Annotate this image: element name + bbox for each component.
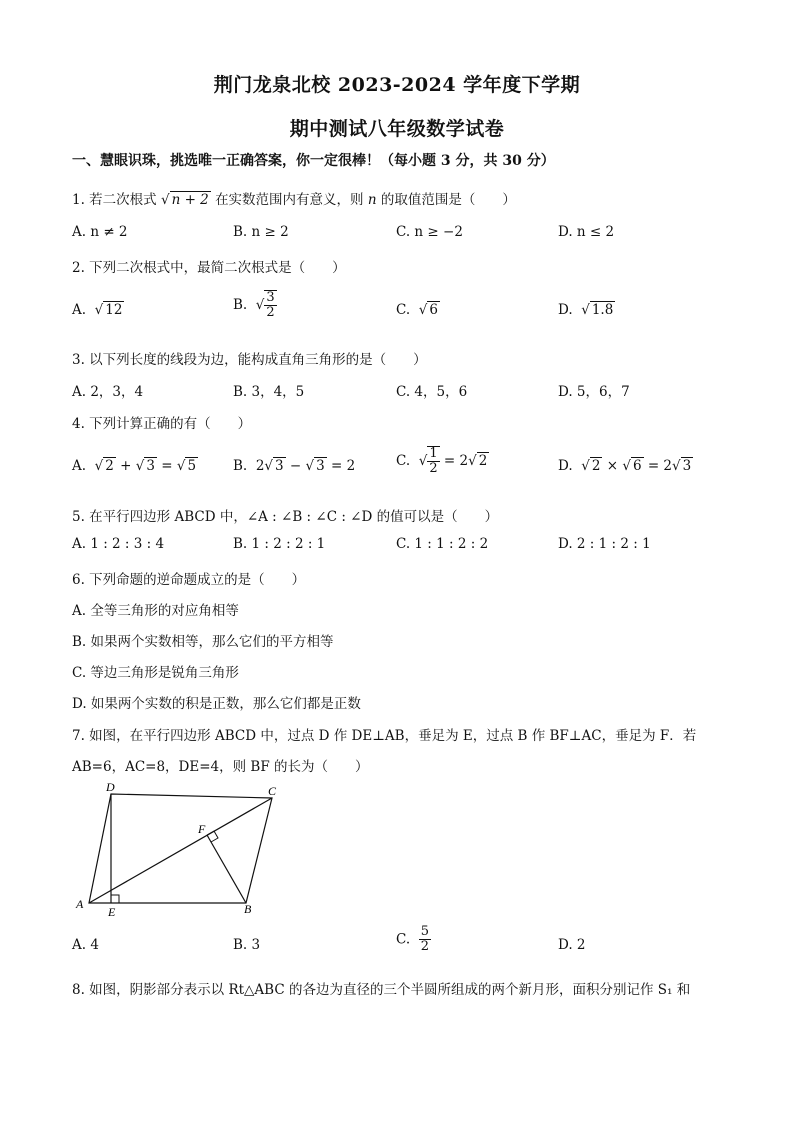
page-subtitle: 期中测试八年级数学试卷: [289, 118, 505, 140]
q5-option-b: B. 1 : 2 : 2 : 1: [233, 536, 326, 552]
q7-option-d: D. 2: [558, 937, 586, 953]
q5-option-d: D. 2 : 1 : 2 : 1: [558, 536, 651, 552]
q1-var: n: [367, 192, 377, 208]
q3-option-b: B. 3，4，5: [233, 384, 305, 400]
q2-c-label: C.: [396, 302, 411, 318]
q2-b-den: 2: [266, 305, 275, 321]
label-c: C: [268, 784, 277, 798]
q4-a-r1: 2: [105, 458, 114, 474]
q1-suffix: 的取值范围是（ ）: [380, 192, 516, 208]
q4-b-op: −: [289, 458, 302, 474]
q1-option-c: C. n ≥ −2: [396, 224, 463, 240]
q2-c-radicand: 6: [429, 302, 438, 318]
q2-option-b: B. √ $\frac{3}{2}$: [233, 290, 275, 321]
q4-option-a: A. √ 2 + √ 3 = √ 5: [72, 458, 197, 474]
q4-a-eq: =: [161, 458, 173, 474]
q2-d-radicand: 1.8: [591, 302, 614, 318]
label-e: E: [108, 905, 116, 919]
q2-b-label: B.: [233, 296, 248, 313]
q4-d-label: D.: [558, 458, 573, 474]
q1-prefix: 1. 若二次根式: [72, 192, 157, 208]
q7-option-c: [396, 925, 431, 955]
q4-option-b: B. 2√ 3 − √ 3 = 2: [233, 458, 356, 474]
question-3: 3. 以下列长度的线段为边，能构成直角三角形的是（ ）: [72, 352, 427, 368]
question-1: [72, 188, 516, 208]
q2-option-c: C. √ 6: [396, 302, 438, 318]
q2-b-fraction: [264, 290, 276, 321]
q7-option-b: B. 3: [233, 937, 261, 953]
q1-option-b: B. n ≥ 2: [233, 224, 289, 240]
q4-d-r3: 3: [682, 458, 692, 474]
question-6: 6. 下列命题的逆命题成立的是（ ）: [72, 572, 306, 588]
right-angle-e: [111, 895, 119, 903]
parallelogram-figure: [70, 780, 290, 920]
q3-option-c: C. 4，5，6: [396, 384, 468, 400]
q1-radicand: n + 2: [171, 192, 209, 208]
sqrt-expression: √ n + 2: [160, 192, 209, 208]
q6-option-a: A. 全等三角形的对应角相等: [72, 603, 239, 619]
q6-option-b: B. 如果两个实数相等，那么它们的平方相等: [72, 634, 334, 650]
page-title: 荆门龙泉北校 2023-2024 学年度下学期: [213, 74, 581, 96]
q3-option-a: A. 2，3，4: [72, 384, 144, 400]
q6-option-d: D. 如果两个实数的积是正数，那么它们都是正数: [72, 696, 361, 712]
q2-a-radicand: 12: [105, 302, 123, 318]
q4-b-result: 2: [346, 458, 356, 474]
q4-a-op: +: [120, 458, 132, 474]
question-4: 4. 下列计算正确的有（ ）: [72, 416, 252, 432]
q7-c-den: 2: [420, 939, 430, 955]
q4-b-eq: =: [331, 458, 343, 474]
q2-b-num: 3: [266, 290, 275, 305]
q4-c-eq: = 2: [443, 452, 469, 469]
diagonal-ac: [89, 798, 272, 903]
q1-option-a: A. n ≠ 2: [72, 224, 128, 240]
q4-c-fraction: [427, 446, 439, 477]
q2-option-a: A. √ 12: [72, 302, 123, 318]
q4-d-r1: 2: [591, 458, 601, 474]
q2-a-label: A.: [72, 302, 87, 318]
q4-b-coef: 2: [255, 458, 265, 474]
question-5: 5. 在平行四边形 ABCD 中，∠A : ∠B : ∠C : ∠D 的值可以是（ ）: [72, 509, 499, 525]
section-heading: 一、慧眼识珠，挑选唯一正确答案，你一定很棒！（每小题 3 分，共 30 分）: [72, 153, 555, 169]
q7-c-num: 5: [420, 924, 430, 939]
q3-option-d: D. 5，6，7: [558, 384, 630, 400]
q2-option-d: D. √ 1.8: [558, 302, 614, 318]
segment-bf: [207, 835, 246, 903]
q4-option-c: C. √ $\frac{1}{2}$ = 2√ 2: [396, 446, 488, 477]
q4-d-op: ×: [606, 458, 619, 474]
q4-a-r2: 3: [146, 458, 155, 474]
q6-option-c: C. 等边三角形是锐角三角形: [72, 665, 239, 681]
q4-d-eq: = 2: [647, 458, 673, 474]
question-7-line1: 7. 如图，在平行四边形 ABCD 中，过点 D 作 DE⊥AB，垂足为 E，过点 B 作 BF⊥AC，垂足为 F．若: [72, 728, 697, 744]
q4-option-d: D. √ 2 × √ 6 = 2√ 3: [558, 458, 692, 474]
q5-option-a: A. 1 : 2 : 3 : 4: [72, 536, 165, 552]
q4-a-r3: 5: [187, 458, 197, 474]
q4-c-r: 2: [478, 452, 488, 469]
q4-b-r2: 3: [316, 458, 325, 474]
q4-a-label: A.: [72, 458, 87, 474]
question-8: 8. 如图，阴影部分表示以 Rt△ABC 的各边为直径的三个半圆所组成的两个新月形，面积分别记作 S₁ 和: [72, 982, 691, 998]
q7-option-a: A. 4: [72, 937, 99, 953]
q1-option-d: D. n ≤ 2: [558, 224, 615, 240]
q4-c-den: 2: [429, 461, 438, 477]
label-d: D: [106, 780, 115, 794]
label-b: B: [244, 902, 252, 916]
label-a: A: [76, 897, 84, 911]
q7-c-fraction: [419, 925, 431, 955]
q4-b-r1: 3: [275, 458, 284, 474]
q2-d-label: D.: [558, 302, 573, 318]
q1-mid: 在实数范围内有意义，则: [215, 192, 364, 208]
q4-c-label: C.: [396, 452, 411, 469]
question-2: 2. 下列二次根式中，最简二次根式是（ ）: [72, 260, 346, 276]
label-f: F: [198, 822, 206, 836]
question-7-line2: AB=6，AC=8，DE=4，则 BF 的长为（ ）: [72, 759, 369, 775]
q4-b-label: B.: [233, 458, 248, 474]
q4-d-r2: 6: [632, 458, 642, 474]
q5-option-c: C. 1 : 1 : 2 : 2: [396, 536, 489, 552]
q7-c-label: C.: [396, 931, 411, 948]
q4-c-num: 1: [429, 446, 438, 461]
